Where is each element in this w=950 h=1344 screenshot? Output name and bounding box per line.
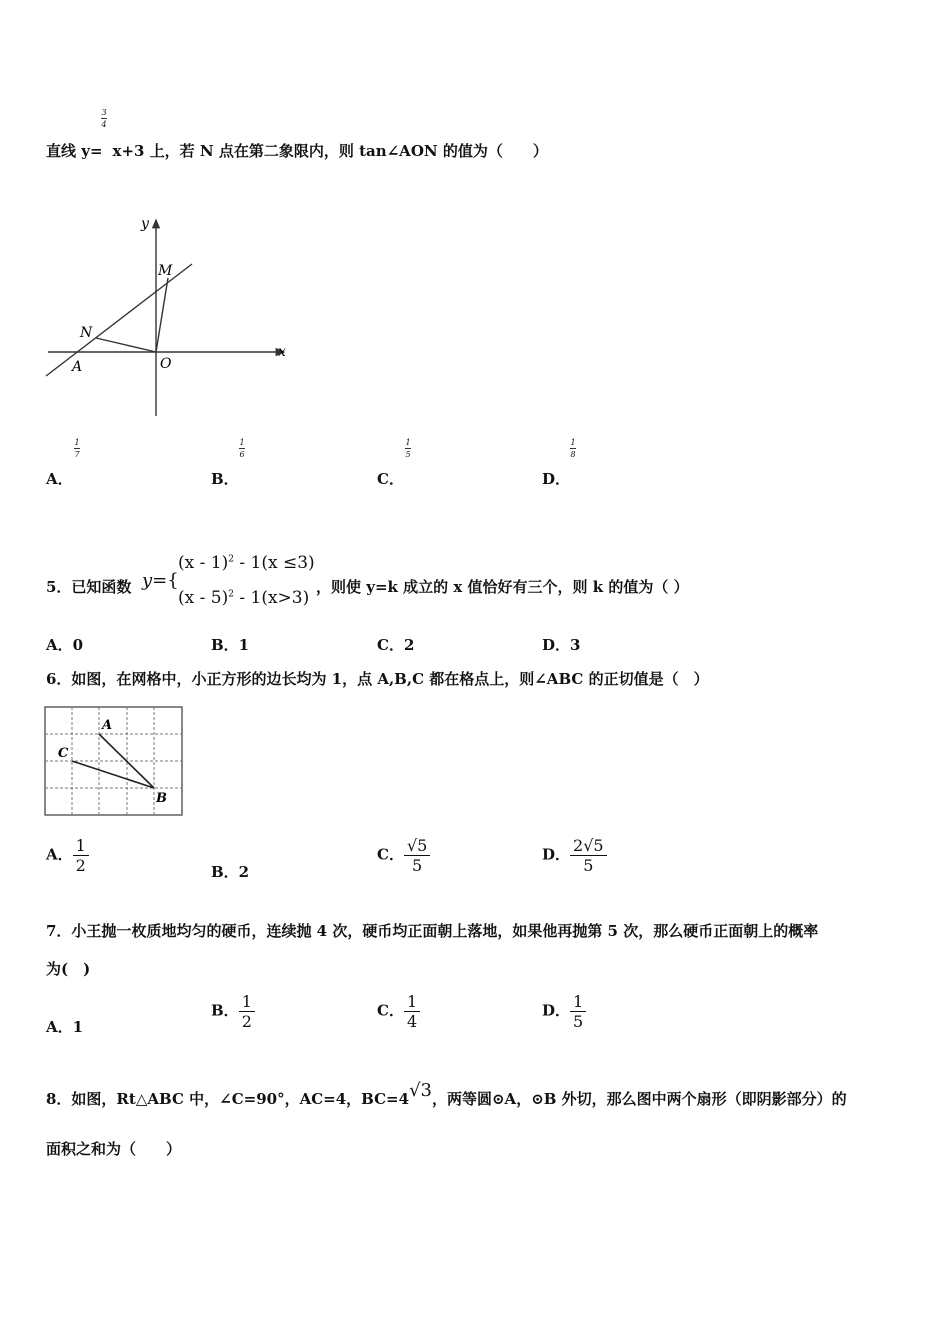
- slope-fraction: [98, 108, 110, 129]
- q7-option-b-letter: B．: [211, 1001, 239, 1020]
- piecewise-top: [178, 553, 315, 573]
- piece2-tail: - 1(x>3): [233, 588, 310, 608]
- q7-option-b-num: 1: [241, 992, 252, 1011]
- q4-option-d-letter[interactable]: D．: [542, 470, 571, 488]
- slope-denominator: 4: [101, 120, 107, 129]
- q4-option-b-fraction[interactable]: [236, 438, 248, 459]
- q4-option-a-num: 1: [74, 438, 80, 447]
- question-7-line1: 7．小王抛一枚质地均匀的硬币，连续抛 4 次，硬币均正面朝上落地，如果他再抛第 5 次，那么硬币正面朝上的概率: [46, 922, 819, 940]
- q7-option-a[interactable]: A．1: [46, 1018, 84, 1036]
- q7-option-c-num: 1: [406, 992, 418, 1011]
- q7-option-c-letter: C．: [377, 1001, 404, 1020]
- q7-option-c-fraction: [404, 992, 420, 1031]
- q5-option-b[interactable]: B．1: [211, 636, 250, 654]
- label-n: N: [80, 325, 93, 341]
- func-var: y: [142, 570, 153, 591]
- q4-option-b-den: 6: [239, 450, 245, 459]
- q4-option-d-bar: [570, 448, 576, 449]
- grid-label-b: B: [156, 791, 167, 806]
- label-m: M: [158, 263, 173, 279]
- q4-option-a-letter[interactable]: A．: [46, 470, 73, 488]
- q6-option-d-letter: D．: [542, 845, 571, 864]
- q6-option-d-den: 5: [570, 855, 607, 875]
- question-6-grid-figure: [44, 706, 186, 818]
- question-6-text: 6．如图，在网格中，小正方形的边长均为 1，点 A,B,C 都在格点上，则∠ABC 的正切值是（ ）: [46, 670, 709, 688]
- q6-option-a-den: 2: [73, 855, 89, 875]
- question-8-line2: 面积之和为（ ）: [46, 1140, 182, 1158]
- q4-option-d-den: 8: [570, 450, 576, 459]
- question-5-prefix: 5．已知函数: [46, 578, 132, 596]
- q5-option-a[interactable]: A．0: [46, 636, 84, 654]
- question-8-line1: [46, 1080, 847, 1109]
- q4-option-a-bar: [74, 448, 80, 449]
- q4-option-b-bar: [239, 448, 245, 449]
- question-5-func-label: [142, 570, 179, 591]
- segment-on: [96, 338, 156, 352]
- q6-option-c[interactable]: [377, 836, 430, 875]
- question-5-suffix: ，则使 y=k 成立的 x 值恰好有三个，则 k 的值为（ ）: [316, 578, 689, 596]
- q7-option-d-letter: D．: [542, 1001, 571, 1020]
- q6-option-d[interactable]: [542, 836, 607, 875]
- piece1-tail: - 1(x ≤3): [233, 553, 315, 573]
- q6-option-c-den: 5: [404, 855, 430, 875]
- question-4-text: [46, 140, 548, 161]
- segment-cb: [72, 761, 154, 788]
- q6-option-c-num: √5: [406, 836, 428, 855]
- q4-option-b-letter[interactable]: B．: [211, 470, 239, 488]
- question-7-line2: 为( ): [46, 960, 91, 978]
- q4-option-a-den: 7: [74, 450, 80, 459]
- q7-option-b-fraction: [239, 992, 255, 1031]
- q7-option-b-den: 2: [239, 1011, 255, 1031]
- label-y: y: [141, 216, 149, 232]
- q4-option-c-den: 5: [405, 450, 411, 459]
- piece2-base: (x - 5): [178, 588, 229, 608]
- q6-option-c-letter: C．: [377, 845, 404, 864]
- slope-fraction-bar: [101, 118, 107, 119]
- q5-option-d[interactable]: D．3: [542, 636, 581, 654]
- piece1-exp: 2: [228, 554, 234, 565]
- q4-option-a-fraction[interactable]: [71, 438, 83, 459]
- label-o: O: [160, 356, 172, 372]
- question-8-part2: ，两等圆⊙A，⊙B 外切，那么图中两个扇形（即阴影部分）的: [431, 1090, 847, 1108]
- q6-option-a-num: 1: [75, 836, 86, 855]
- grid-label-c: C: [58, 746, 69, 761]
- piece1-base: (x - 1): [178, 553, 229, 573]
- q5-option-c[interactable]: C．2: [377, 636, 415, 654]
- q7-option-d-num: 1: [573, 992, 584, 1011]
- q4-option-c-bar: [405, 448, 411, 449]
- q6-option-a-letter: A．: [46, 845, 73, 864]
- q7-option-c-den: 4: [404, 1011, 420, 1031]
- q4-option-b-num: 1: [239, 438, 245, 447]
- q7-option-d[interactable]: [542, 992, 586, 1031]
- question-4-figure: [44, 212, 294, 418]
- q4-option-c-fraction[interactable]: [402, 438, 414, 459]
- q6-option-c-fraction: [404, 836, 430, 875]
- q6-option-a[interactable]: [46, 836, 89, 875]
- label-a: A: [72, 359, 83, 375]
- q7-option-d-den: 5: [570, 1011, 586, 1031]
- slope-numerator: 3: [101, 108, 107, 117]
- grid-label-a: A: [102, 718, 113, 733]
- piece2-exp: 2: [228, 589, 234, 600]
- segment-om: [156, 278, 168, 352]
- question-8-part1: 8．如图，Rt△ABC 中，∠C=90°，AC=4，BC=4: [46, 1090, 410, 1108]
- func-eq: ={: [152, 570, 179, 591]
- q4-option-d-num: 1: [570, 438, 576, 447]
- question-4-text-after: x+3 上，若 N 点在第二象限内，则 tan∠AON 的值为（ ）: [112, 142, 548, 160]
- piecewise-bottom: [178, 588, 309, 608]
- q7-option-d-fraction: [570, 992, 586, 1031]
- q6-option-d-num: 2√5: [573, 836, 604, 855]
- q7-option-b[interactable]: [211, 992, 255, 1031]
- q4-option-c-num: 1: [405, 438, 411, 447]
- q4-option-c-letter[interactable]: C．: [377, 470, 404, 488]
- q4-option-d-fraction[interactable]: [567, 438, 579, 459]
- question-8-sqrt: √3: [409, 1080, 432, 1101]
- q7-option-c[interactable]: [377, 992, 420, 1031]
- question-4-text-before: 直线 y=: [46, 142, 103, 160]
- q6-option-d-fraction: [570, 836, 607, 875]
- q6-option-b[interactable]: B．2: [211, 863, 250, 881]
- q6-option-a-fraction: [73, 836, 89, 875]
- label-x: x: [278, 344, 286, 360]
